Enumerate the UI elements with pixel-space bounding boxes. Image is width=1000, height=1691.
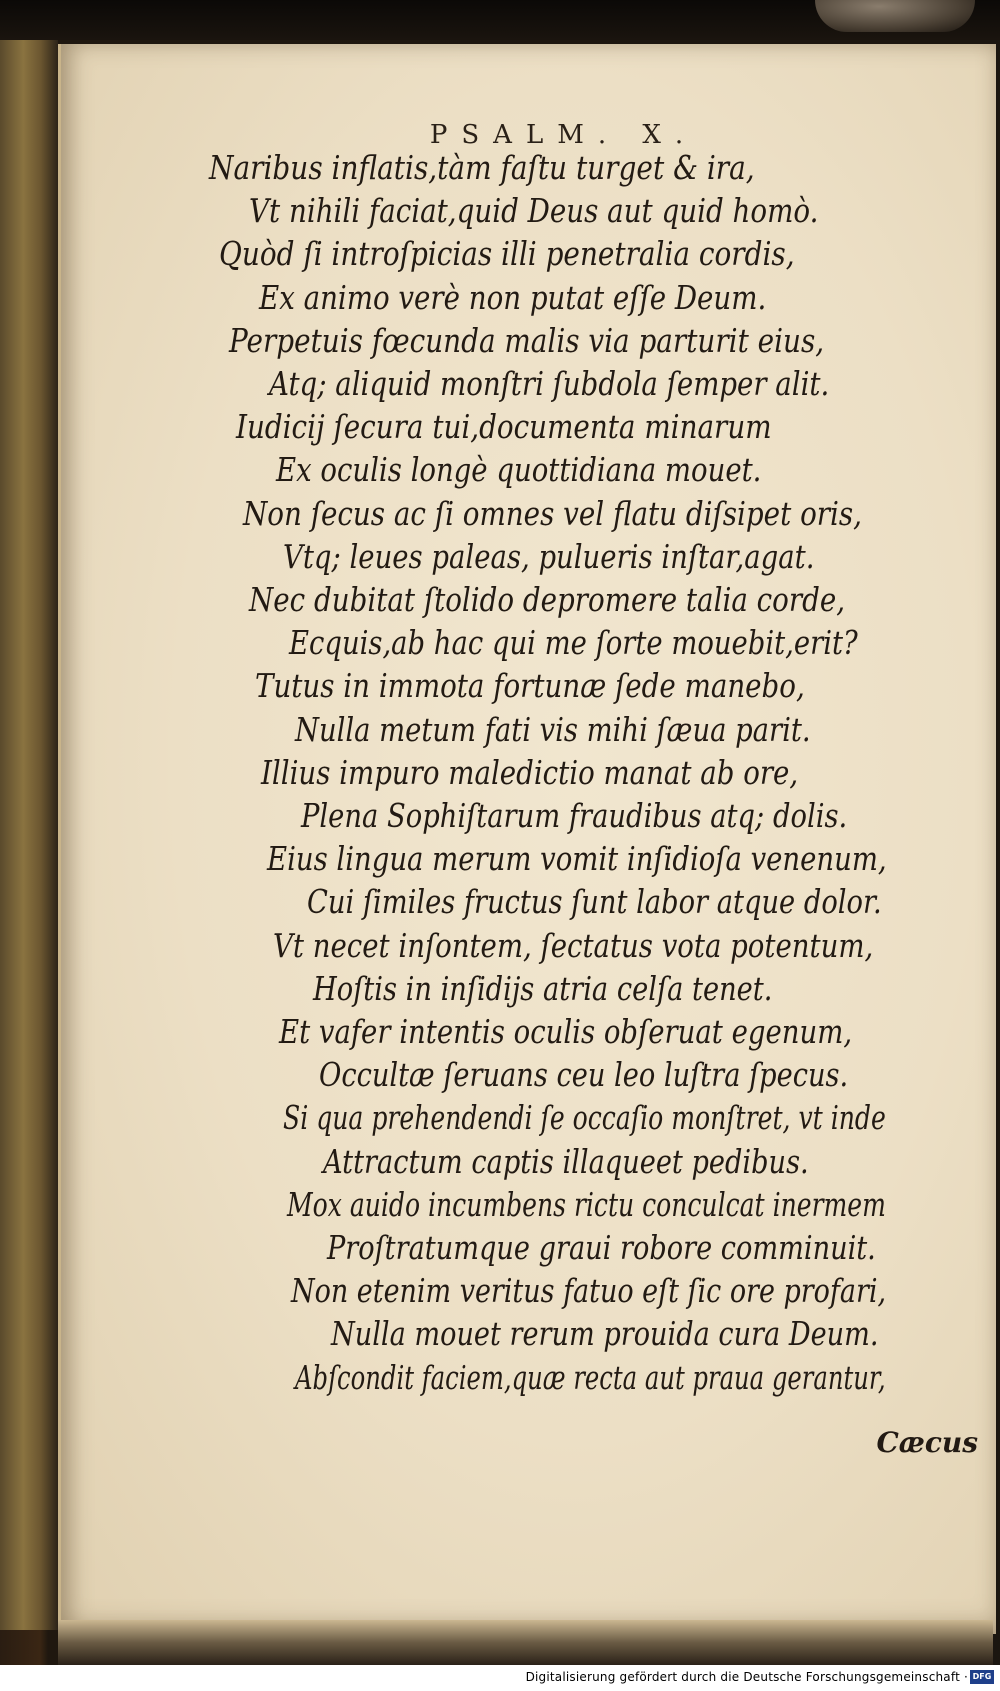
running-head: PSALM. X. bbox=[429, 120, 698, 150]
verse-line: Vt nihili faciat,quid Deus aut quid homò. bbox=[249, 192, 819, 231]
catchword: Cæcus bbox=[876, 1426, 978, 1459]
verse-line: Tutus in immota fortunæ ſede manebo, bbox=[255, 667, 805, 706]
verse-line: Atq; aliquid monſtri ſubdola ſemper alit. bbox=[269, 365, 830, 403]
verse-line: Cui ſimiles fructus ſunt labor atque dolor. bbox=[307, 883, 882, 922]
top-shadow bbox=[0, 0, 1000, 40]
page-bottom-edge bbox=[58, 1620, 993, 1665]
dfg-logo: DFG bbox=[970, 1670, 994, 1684]
verse-line: Hoſtis in inſidijs atria celſa tenet. bbox=[313, 969, 773, 1008]
verse-line: Nulla metum fati vis mihi ſæua parit. bbox=[295, 710, 811, 749]
verse-line: Perpetuis fœcunda malis via parturit eius, bbox=[229, 321, 825, 360]
verse-line: Vt necet inſontem, ſectatus vota potentum, bbox=[273, 926, 874, 965]
verse-line: Attractum captis illaqueet pedibus. bbox=[323, 1142, 809, 1181]
marbled-cover-corner bbox=[815, 0, 975, 32]
digitization-footer bbox=[0, 1665, 1000, 1691]
verse-line: Ex animo verè non putat eſſe Deum. bbox=[259, 278, 767, 317]
verse-line: Ecquis,ab hac qui me ſorte mouebit,erit? bbox=[289, 624, 858, 663]
verse-line: Nulla mouet rerum prouida cura Deum. bbox=[331, 1315, 879, 1354]
verse-line: Occultæ ſeruans ceu leo luſtra ſpecus. bbox=[319, 1056, 849, 1095]
verse-line: Naribus inflatis,tàm faſtu turget & ira, bbox=[209, 149, 755, 187]
verse-line: Abſcondit faciem,quæ recta aut praua gerantur, bbox=[295, 1358, 886, 1397]
verse-line: Proſtratumque graui robore comminuit. bbox=[327, 1229, 876, 1267]
verse-line: Et vafer intentis oculis obſeruat egenum, bbox=[279, 1013, 853, 1051]
verse-line: Illius impuro maledictio manat ab ore, bbox=[261, 753, 799, 792]
book-binding-edge bbox=[0, 40, 58, 1630]
book-page bbox=[58, 44, 996, 1634]
verse-line: Si qua prehendendi ſe occaſio monſtret, vt inde bbox=[283, 1099, 886, 1138]
verse-line: Iudicij ſecura tui,documenta minarum bbox=[236, 408, 772, 447]
verse-line: Ex oculis longè quottidiana mouet. bbox=[276, 451, 762, 490]
verse-line: Quòd ſi introſpicias illi penetralia cordis, bbox=[219, 235, 795, 274]
verse-line: Nec dubitat ſtolido depromere talia corde, bbox=[249, 581, 846, 619]
verse-line: Plena Sophiſtarum fraudibus atq; dolis. bbox=[301, 797, 848, 835]
verse-line: Eius lingua merum vomit inſidioſa venenum, bbox=[267, 840, 887, 879]
verse-line: Non etenim veritus fatuo eſt ſic ore profari, bbox=[291, 1272, 887, 1311]
verse-line: Non ſecus ac ſi omnes vel flatu diſsipet oris, bbox=[243, 494, 863, 533]
verse-line: Mox auido incumbens rictu conculcat inermem bbox=[287, 1185, 886, 1224]
verse-line: Vtq; leues paleas, pulueris inſtar,agat. bbox=[283, 537, 815, 576]
funding-credit: Digitalisierung gefördert durch die Deutsche Forschungsgemeinschaft · bbox=[525, 1670, 968, 1684]
